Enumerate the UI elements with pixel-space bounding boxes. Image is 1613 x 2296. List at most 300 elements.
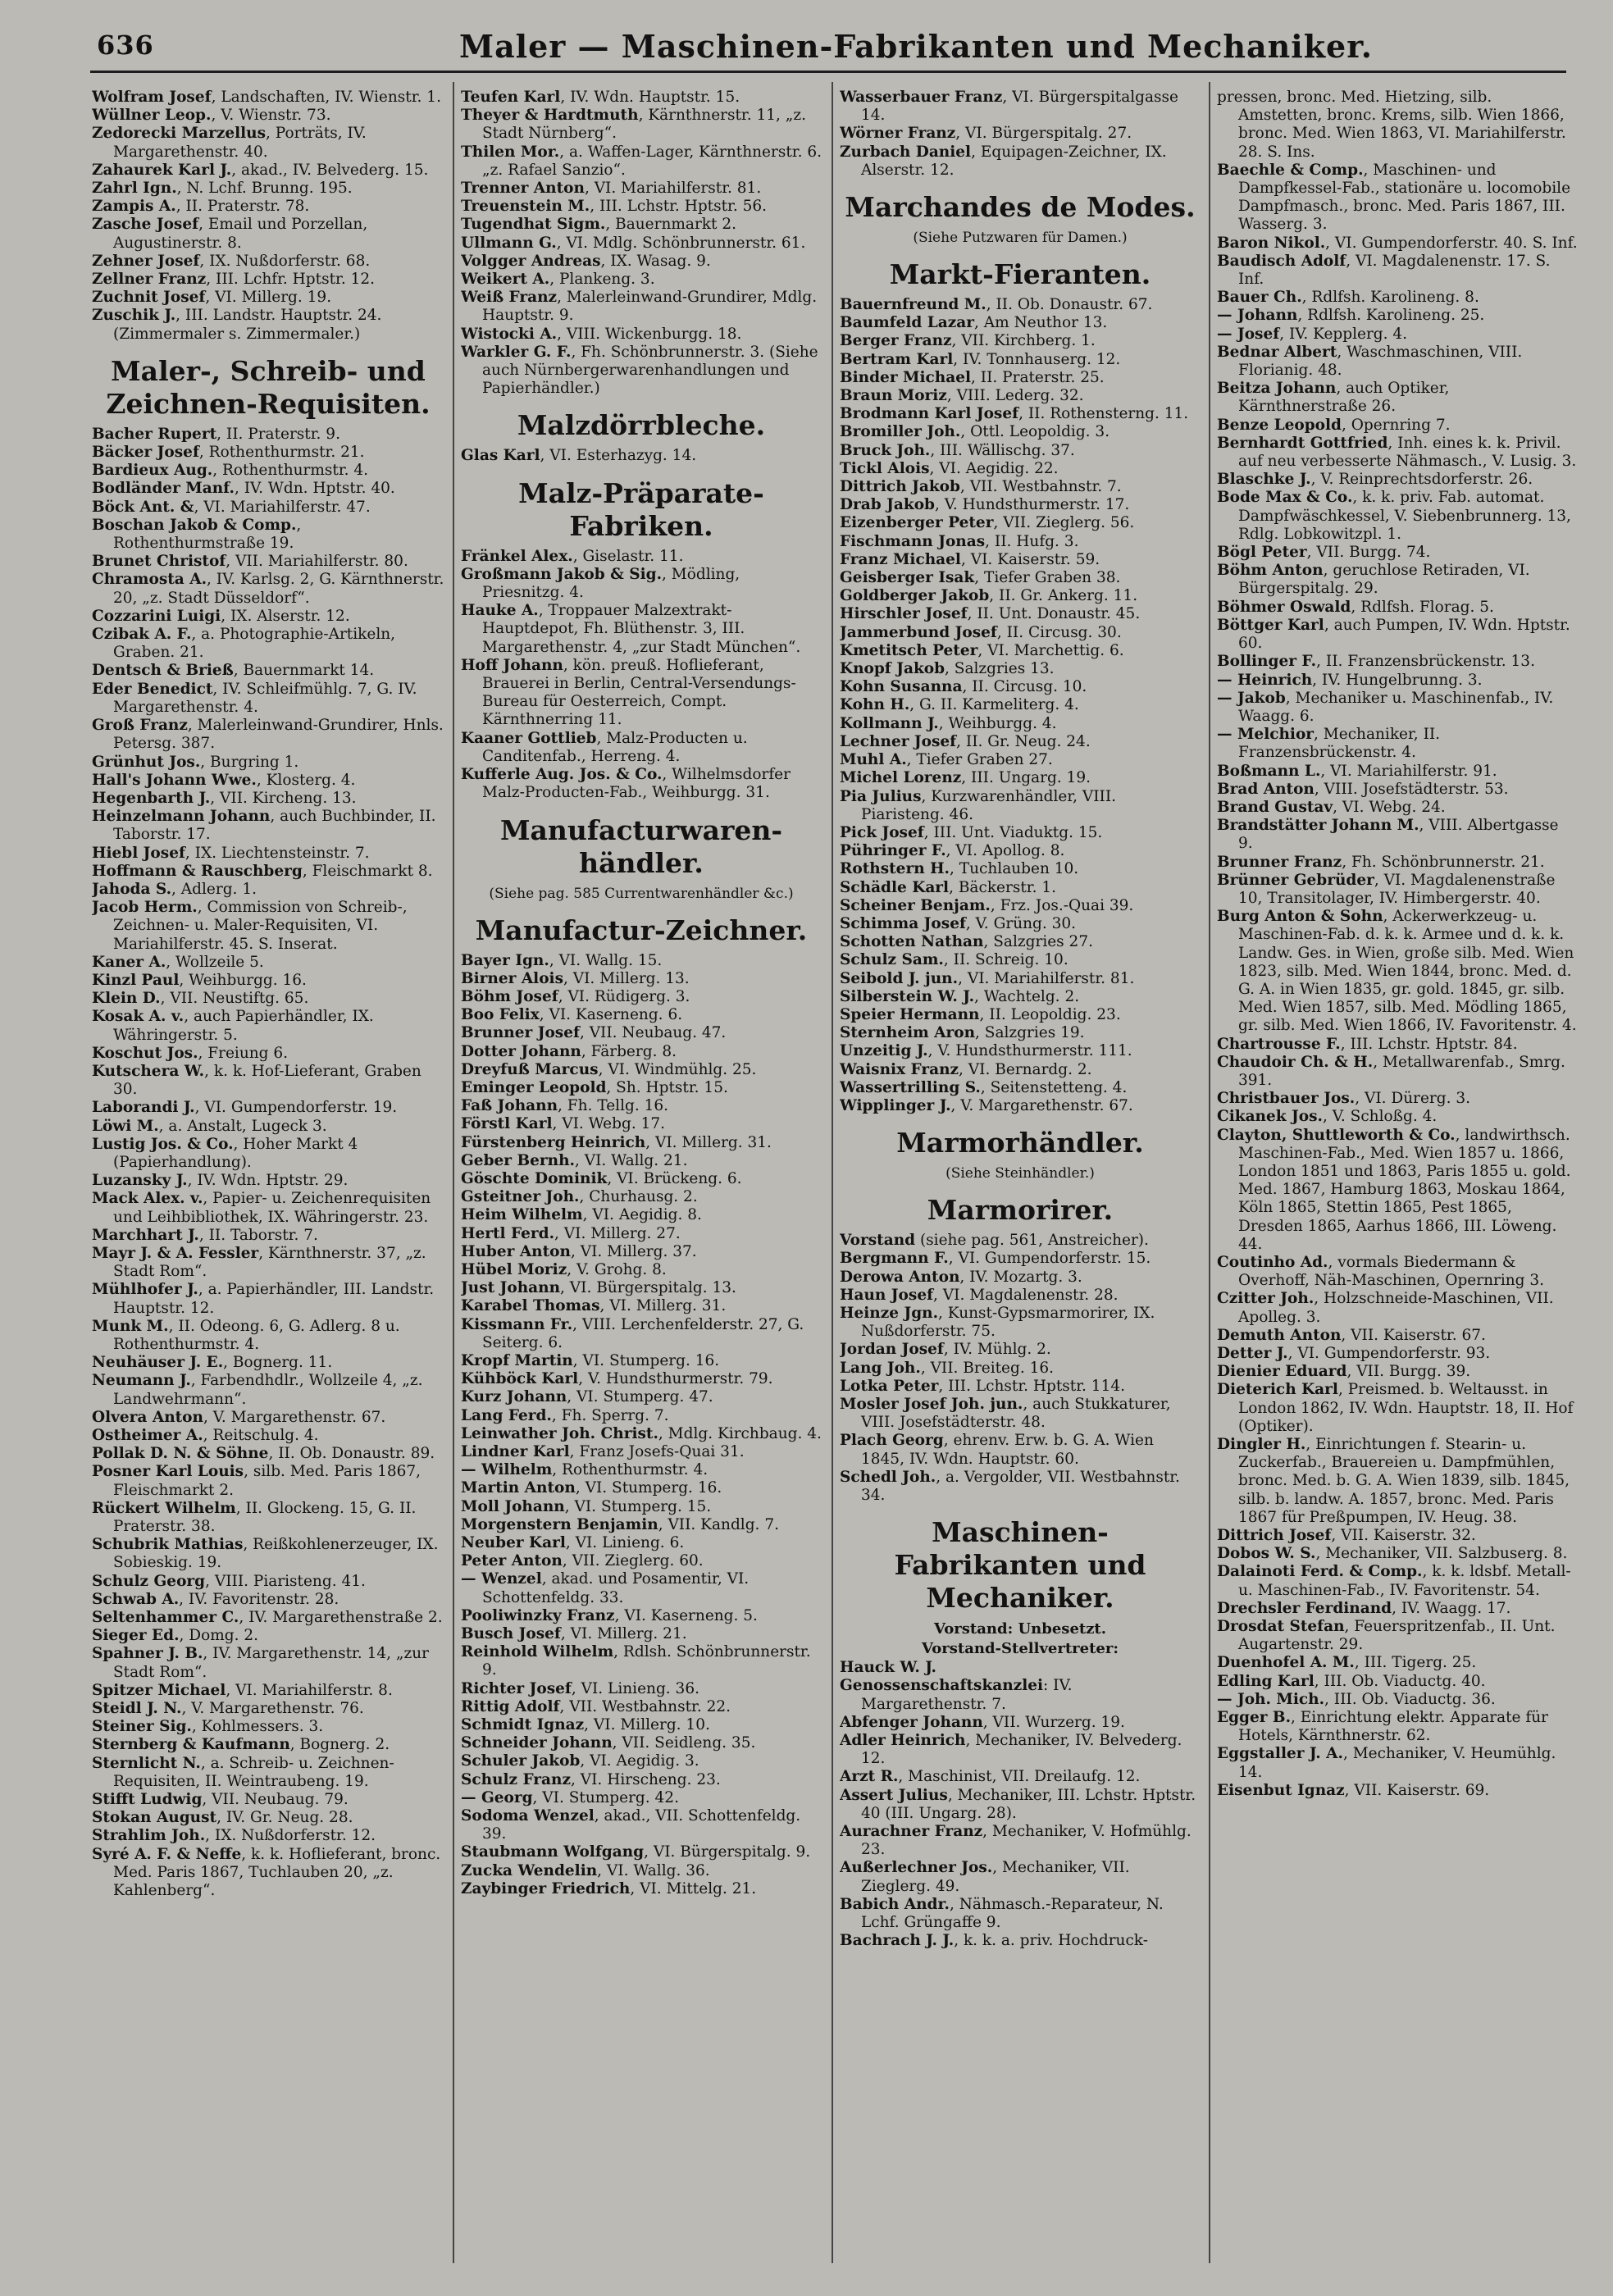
entry-text: , VI. Bürgerspitalg. 9. (644, 1843, 811, 1861)
directory-entry (92, 681, 444, 717)
entry-name: Jahoda S. (92, 880, 172, 898)
entry-text: , a. Waffen-Lager, Kärnthnerstr. 6. „z. Rafael Sanzio“. (482, 143, 822, 179)
entry-name: Bodländer Manf. (92, 480, 235, 498)
directory-entry (92, 89, 444, 107)
directory-entry (92, 1627, 444, 1645)
directory-entry (1217, 1381, 1578, 1436)
entry-name: Unzeitig J. (840, 1042, 928, 1060)
directory-entry (461, 1425, 822, 1443)
entry-text: , Preismed. b. Weltausst. in London 1862, IV. Wdn. Hauptstr. 18, II. Hof (Optiker). (1238, 1381, 1574, 1435)
entry-name: Wüllner Leop. (92, 107, 212, 125)
directory-entry (840, 1232, 1201, 1250)
entry-name: Jordan Josef (840, 1341, 944, 1359)
entry-text: , Opernring 7. (1341, 416, 1451, 434)
entry-name: Marchhart J. (92, 1226, 199, 1244)
directory-entry (461, 1498, 822, 1516)
directory-entry (1217, 162, 1578, 235)
entry-text: , silb. Med. Paris 1867, Fleischmarkt 2. (113, 1463, 421, 1499)
entry-text: , VII. Westbahnstr. 7. (959, 478, 1122, 496)
directory-entry (461, 1570, 822, 1606)
directory-entry (92, 1846, 444, 1901)
section-heading: Manufactur-Zeichner. (475, 913, 808, 946)
entry-text: , VI. Kaiserstr. 59. (960, 550, 1100, 568)
directory-entry (92, 462, 444, 480)
directory-entry (840, 824, 1201, 842)
entry-name: Schneider Johann (461, 1734, 613, 1752)
entry-text: , III. Ob. Viaductg. 36. (1324, 1690, 1496, 1708)
directory-entry (92, 790, 444, 808)
directory-entry (1217, 544, 1578, 562)
entry-name: Brand Gustav (1217, 798, 1333, 816)
entry-text: , III. Lchstr. Hptstr. 114. (938, 1377, 1126, 1395)
entry-name: Schedl Joh. (840, 1468, 936, 1486)
entry-text: , III. Landstr. Hauptstr. 24. (Zimmermaler s. Zimmermaler.) (113, 307, 382, 343)
entry-name: Lang Joh. (840, 1359, 921, 1377)
directory-entry (92, 1190, 444, 1226)
entry-text: , III. Lchfr. Hptstr. 12. (206, 271, 376, 289)
entry-name: Bruck Joh. (840, 441, 931, 459)
entry-name: Großmann Jakob & Sig. (461, 565, 663, 583)
directory-entry (92, 198, 444, 216)
entry-name: Michel Lorenz (840, 769, 962, 787)
entry-name: Hoffmann & Rauschberg (92, 862, 303, 880)
entry-name: Steiner Sig. (92, 1718, 192, 1736)
directory-entry (1217, 1545, 1578, 1563)
entry-name: Warkler G. F. (461, 343, 572, 361)
entry-name: Blaschke J. (1217, 471, 1311, 489)
entry-name: Silberstein W. J. (840, 987, 975, 1005)
section-note: (Siehe Putzwaren für Damen.) (913, 230, 1128, 247)
entry-text: , Bognerg. 2. (289, 1736, 390, 1754)
entry-text: , VII. Kircheng. 13. (210, 789, 357, 807)
directory-entry (461, 1316, 822, 1352)
directory-entry (840, 387, 1201, 405)
entry-name: Bode Max & Co. (1217, 489, 1353, 507)
entry-text: , III. Wällischg. 37. (930, 441, 1075, 459)
entry-name: Fürstenberg Heinrich (461, 1133, 646, 1151)
entry-text: , IV. Mozartg. 3. (959, 1268, 1082, 1286)
directory-entry (92, 162, 444, 180)
entry-name: Rückert Wilhelm (92, 1499, 236, 1517)
entry-name: Braun Moriz (840, 387, 947, 405)
entry-text: , IV. Kepplerg. 4. (1279, 325, 1408, 343)
directory-entry (461, 1843, 822, 1861)
directory-entry (92, 1172, 444, 1190)
entry-text: , IV. Wdn. Hptstr. 29. (187, 1172, 349, 1190)
entry-name: Tugendhat Sigm. (461, 216, 606, 234)
directory-entry (840, 587, 1201, 605)
entry-text: , vormals Biedermann & Overhoff, Näh-Maschinen, Opernring 3. (1238, 1254, 1545, 1290)
entry-name: — Wilhelm (461, 1461, 553, 1479)
entry-text: , Franz Josefs-Quai 31. (569, 1442, 745, 1460)
entry-name: Morgenstern Benjamin (461, 1515, 658, 1533)
entry-text: , VI. Bürgerspitalg. 27. (955, 125, 1132, 143)
entry-text: , auch Papierhändler, IX. Währingerstr. 5. (113, 1008, 374, 1044)
entry-name: Muhl A. (840, 751, 907, 769)
directory-entry (461, 1552, 822, 1570)
entry-text: , VI. Magdalenenstr. 28. (933, 1286, 1119, 1304)
directory-entry (840, 897, 1201, 915)
entry-text: , Bognerg. 11. (223, 1354, 333, 1372)
entry-name: Syré A. F. & Neffe (92, 1845, 242, 1863)
entry-name: Detter J. (1217, 1345, 1288, 1363)
entry-name: Böhm Josef (461, 987, 558, 1005)
entry-text: , VII. Zieglerg. 56. (993, 514, 1135, 532)
entry-text: , VIII. Lerchenfelderstr. 27, G. Seiterg. 6. (482, 1315, 804, 1351)
entry-text: , Am Neuthor 13. (974, 314, 1108, 332)
entry-name: Lotka Peter (840, 1377, 939, 1395)
entry-text: , Frz. Jos.-Quai 39. (990, 896, 1134, 914)
entry-text: , IV. Wdn. Hptstr. 40. (234, 480, 395, 498)
directory-entry (461, 602, 822, 657)
directory-entry (1217, 617, 1578, 653)
entry-name: Jacob Herm. (92, 899, 198, 917)
directory-entry (461, 1479, 822, 1497)
directory-entry (461, 1789, 822, 1807)
entry-name: Weiß Franz (461, 289, 558, 307)
directory-entry (92, 1736, 444, 1754)
entry-name: Busch Josef (461, 1625, 561, 1643)
entry-text: , III. Unt. Viaduktg. 15. (923, 823, 1103, 841)
entry-text: , V. Hundsthurmerstr. 79. (578, 1370, 773, 1388)
entry-name: — Josef (1217, 325, 1280, 343)
entry-text: , VI. Webg. 24. (1333, 798, 1446, 816)
entry-name: Baechle & Comp. (1217, 161, 1364, 179)
directory-entry (461, 344, 822, 399)
directory-entry (1217, 599, 1578, 617)
entry-name: Coutinho Ad. (1217, 1254, 1328, 1271)
entry-name: Abfenger Johann (840, 1713, 983, 1731)
entry-name: Kropf Martin (461, 1351, 573, 1369)
entry-name: Benze Leopold (1217, 416, 1342, 434)
directory-entry (840, 144, 1201, 180)
entry-text: , Wollzeile 5. (166, 953, 264, 971)
entry-text: , III. Ungarg. 19. (961, 769, 1091, 787)
directory-entry (461, 988, 822, 1006)
entry-text: , Kohlmessers. 3. (191, 1718, 324, 1736)
directory-entry (840, 715, 1201, 733)
entry-name: Scheiner Benjam. (840, 896, 991, 914)
entry-text: , VIII. Wickenburgg. 18. (557, 325, 742, 343)
entry-text: , VII. Wurzerg. 19. (982, 1713, 1125, 1731)
directory-entry (1217, 1127, 1578, 1254)
entry-text: , IX. Alserstr. 12. (221, 607, 350, 625)
directory-entry (92, 253, 444, 271)
entry-text: , Churhausg. 2. (579, 1188, 698, 1206)
section-heading: Marmorhändler. (896, 1127, 1144, 1159)
entry-text: , Bauernmarkt 14. (233, 662, 375, 680)
directory-entry (92, 1591, 444, 1609)
entry-name: Volgger Andreas (461, 252, 601, 270)
directory-entry (461, 1061, 822, 1079)
entry-name: Spahner J. B. (92, 1645, 203, 1663)
entry-name: Czitter Joh. (1217, 1290, 1315, 1308)
entry-text: , Mechaniker, V. Heumühlg. 14. (1238, 1745, 1556, 1781)
entry-name: Speier Hermann (840, 1005, 980, 1023)
entry-name: Wörner Franz (840, 125, 956, 143)
directory-entry (92, 517, 444, 553)
entry-name: Mühlhofer J. (92, 1281, 198, 1299)
entry-name: Kurz Johann (461, 1388, 567, 1406)
entry-name: Vorstand (840, 1232, 916, 1250)
entry-name: Wistocki A. (461, 325, 558, 343)
entry-text: , VI. Mariahilferstr. 91. (1320, 762, 1497, 780)
entry-text: , Einrichtung elektr. Apparate für Hotels, Kärnthnerstr. 62. (1238, 1709, 1548, 1745)
entry-text: , Holzschneide-Maschinen, VII. Apolleg. 3. (1238, 1290, 1554, 1326)
entry-text: , IX. Nußdorferstr. 12. (205, 1827, 376, 1845)
directory-entry (840, 1823, 1201, 1859)
directory-entry (840, 296, 1201, 314)
entry-text: , VI. Millerg. 31. (599, 1297, 727, 1315)
directory-entry (92, 1372, 444, 1408)
entry-text: , auch Stukkaturer, VIII. Josefstädterstr. 48. (861, 1395, 1171, 1432)
entry-name: Christbauer Jos. (1217, 1090, 1356, 1108)
entry-name: Drab Jakob (840, 496, 935, 514)
entry-text: , VII. Neubaug. 79. (202, 1791, 349, 1809)
directory-entry (92, 1318, 444, 1354)
directory-entry (461, 1206, 822, 1224)
entry-text: , a. Photographie-Artikeln, Graben. 21. (113, 626, 396, 662)
directory-entry (1217, 1363, 1578, 1381)
entry-name: Peter Anton (461, 1552, 563, 1570)
entry-text: , II. Gr. Neug. 24. (956, 732, 1091, 750)
entry-text: , Email und Porzellan, Augustinerstr. 8. (113, 216, 368, 252)
entry-name: Ullmann G. (461, 234, 557, 252)
entry-name: Assert Julius (840, 1786, 948, 1804)
entry-text: , auch Pumpen, IV. Wdn. Hptstr. 60. (1238, 616, 1570, 653)
entry-text: , Färberg. 8. (581, 1042, 677, 1060)
entry-name: Hirschler Josef (840, 605, 968, 623)
directory-entry (1217, 1254, 1578, 1290)
entry-text: , auch Buchbinder, II. Taborstr. 17. (113, 808, 436, 844)
entry-name: Pia Julius (840, 787, 922, 805)
entry-name: Schmidt Ignaz (461, 1716, 585, 1734)
directory-entry (1217, 471, 1578, 489)
entry-name: Chartrousse F. (1217, 1035, 1341, 1053)
entry-name: Kohn H. (840, 696, 910, 714)
directory-entry (461, 1297, 822, 1315)
entry-text: , Rothenthurmstr. 4. (552, 1461, 709, 1479)
directory-entry (461, 326, 822, 344)
entry-name: Eizenberger Peter (840, 514, 994, 532)
entry-name: Heinzelmann Johann (92, 808, 271, 826)
entry-text: , II. Glockeng. 15, G. II. Praterstr. 38. (113, 1499, 417, 1536)
entry-text: , III. Tigerg. 25. (1354, 1654, 1477, 1672)
directory-entry (461, 1261, 822, 1279)
entry-name: Beitza Johann (1217, 380, 1337, 398)
entry-name: Drechsler Ferdinand (1217, 1599, 1392, 1617)
entry-text: , VI. Millerg. 21. (560, 1625, 687, 1643)
entry-text: , akad., VII. Schottenfeldg. 39. (482, 1807, 801, 1843)
directory-entry (840, 1360, 1201, 1378)
entry-text: , II. Gr. Ankerg. 11. (989, 587, 1138, 605)
entry-text: , VI. Millerg. 37. (570, 1242, 697, 1260)
entry-name: Olvera Anton (92, 1408, 203, 1426)
entry-text: , Inh. eines k. k. Privil. auf neu verbesserte Nähmasch., V. Lusig. 3. (1238, 434, 1577, 471)
directory-entry (461, 1024, 822, 1042)
directory-entry (840, 551, 1201, 569)
entry-text: , III. Lchstr. Hptstr. 56. (590, 198, 768, 216)
directory-entry (840, 624, 1201, 642)
entry-name: Schulz Franz (461, 1770, 571, 1788)
entry-name: Hübel Moriz (461, 1260, 567, 1278)
entry-text: , VII. Breiteg. 16. (920, 1359, 1055, 1377)
directory-entry (92, 499, 444, 517)
entry-name: Pick Josef (840, 823, 924, 841)
entry-name: Gsteitner Joh. (461, 1188, 580, 1206)
section-heading: Malz-Präparate-Fabriken. (518, 476, 764, 542)
entry-text: , landwirthsch. Maschinen-Fab., Med. Wien 1857 u. 1866, London 1851 und 1863, Paris 1855 u. gold. Med. 1867, Hamburg 1863, Moskau 1864, Köln 1865, Stettin 1865, Pest 1865, Dresden 1865, Aarhus 1866, III. Löweng. 44. (1238, 1126, 1571, 1253)
entry-text: , VI. Linieng. 6. (565, 1534, 685, 1551)
directory-entry (1217, 1290, 1578, 1326)
entry-name: Kollmann J. (840, 714, 939, 732)
entry-text: , k. k. priv. Fab. automat. Dampfwäschkessel, V. Siebenbrunnerg. 13, Rdlg. Lobkowitzpl. 1. (1238, 489, 1571, 543)
entry-text: , akad., IV. Belvederg. 15. (231, 161, 429, 179)
entry-name: Brad Anton (1217, 780, 1315, 798)
entry-name: Sternberg & Kaufmann (92, 1736, 290, 1754)
entry-name: Kissmann Fr. (461, 1315, 573, 1333)
section-heading: Markt-Fieranten. (889, 258, 1151, 291)
entry-name: Zellner Franz (92, 271, 207, 289)
entry-name: Förstl Karl (461, 1115, 553, 1133)
directory-entry (92, 480, 444, 498)
entry-name: Boßmann L. (1217, 762, 1321, 780)
entry-text: , IV. Hungelbrunng. 3. (1312, 671, 1483, 689)
entry-name: Hauck W. J. (840, 1659, 936, 1677)
entry-name: Dittrich Josef (1217, 1527, 1332, 1545)
entry-name: Bauernfreund M. (840, 296, 986, 314)
entry-name: Zuchnit Josef (92, 289, 206, 307)
entry-text: , VI. Gumpendorferstr. 93. (1287, 1345, 1491, 1363)
entry-name: Kosak A. v. (92, 1008, 185, 1026)
directory-entry (840, 1061, 1201, 1079)
directory-entry (92, 899, 444, 954)
entry-text: , VI. Marchettig. 6. (977, 641, 1124, 659)
entry-text: , VI. Stumperg. 16. (575, 1479, 722, 1497)
entry-text: , VI. Mittelg. 21. (630, 1879, 757, 1897)
entry-name: Rittig Adolf (461, 1697, 560, 1715)
entry-name: Dingler H. (1217, 1436, 1306, 1454)
directory-entry (840, 1269, 1201, 1287)
directory-entry (92, 1245, 444, 1281)
entry-text: , Mechaniker, III. Lchstr. Hptstr. 40 (III. Ungarg. 28). (861, 1786, 1196, 1822)
entry-text: , Plankeng. 3. (549, 271, 655, 289)
entry-text: , VII. Mariahilferstr. 80. (226, 553, 408, 571)
entry-text: , Mechaniker, II. Franzensbrückenstr. 4. (1238, 726, 1441, 762)
directory-entry (840, 514, 1201, 532)
entry-text: , VI. Webg. 17. (552, 1115, 665, 1133)
entry-text: , Sh. Hptstr. 15. (606, 1078, 728, 1096)
directory-entry (1217, 1563, 1578, 1599)
directory-entry (461, 89, 822, 107)
entry-text: , II. Franzensbrückenstr. 13. (1316, 653, 1535, 671)
entry-text: , VIII. Josefstädterstr. 53. (1314, 780, 1509, 798)
directory-entry (1217, 672, 1578, 690)
directory-entry (92, 125, 444, 161)
entry-name: Martin Anton (461, 1479, 576, 1497)
entry-text: , Ottl. Leopoldig. 3. (960, 423, 1110, 441)
entry-name: Zahaurek Karl J. (92, 161, 232, 179)
directory-entry (92, 881, 444, 899)
entry-name: Brunner Josef (461, 1024, 580, 1042)
entry-name: Bögl Peter (1217, 544, 1307, 562)
entry-name: Reinhold Wilhelm (461, 1643, 614, 1661)
entry-name: Neumann J. (92, 1372, 191, 1390)
entry-text: , IV. Margarethenstraße 2. (239, 1609, 443, 1627)
page-number: 636 (97, 30, 154, 61)
entry-text: , Mechaniker, VII. Salzbuserg. 8. (1315, 1545, 1568, 1563)
directory-entry (92, 1427, 444, 1445)
column-3 (840, 89, 1201, 2247)
entry-name: Zasche Josef (92, 216, 199, 234)
entry-name: — Joh. Mich. (1217, 1690, 1325, 1708)
entry-name: Karabel Thomas (461, 1297, 600, 1315)
directory-entry (1217, 781, 1578, 799)
entry-text: , VI. Gumpendorferstr. 15. (948, 1250, 1151, 1268)
entry-text: , II. Circusg. 10. (962, 678, 1087, 696)
directory-entry (92, 1281, 444, 1317)
entry-text: , IV. Mühlg. 2. (943, 1341, 1051, 1359)
directory-entry (461, 1188, 822, 1206)
directory-entry (461, 566, 822, 602)
entry-name: Brandstätter Johann M. (1217, 817, 1419, 835)
directory-entry (461, 1625, 822, 1643)
entry-name: Binder Michael (840, 368, 972, 386)
directory-entry (92, 1645, 444, 1681)
directory-entry (461, 1225, 822, 1243)
directory-entry (1217, 435, 1578, 471)
entry-name: Cozzarini Luigi (92, 607, 221, 625)
entry-text: , IV. Tonnhauserg. 12. (953, 350, 1121, 368)
entry-name: Bednar Albert (1217, 343, 1337, 361)
entry-text: , VI. Stumperg. 47. (567, 1388, 713, 1406)
directory-entry (1217, 1436, 1578, 1527)
directory-entry (1217, 417, 1578, 435)
entry-text: , VI. Bürgerspitalgasse 14. (861, 89, 1178, 125)
directory-entry (840, 915, 1201, 933)
directory-entry (461, 1407, 822, 1425)
entry-text: , Bäckerstr. 1. (949, 878, 1056, 896)
entry-text: , kön. preuß. Hoflieferant, Brauerei in Berlin, Central-Versendungs-Bureau für Oesterreich, Compt. Kärnthnerring 11. (482, 656, 796, 729)
entry-text: , IV. Margarethenstr. 14, „zur Stadt Rom“. (113, 1645, 429, 1681)
entry-text: , V. Reinprechtsdorferstr. 26. (1310, 471, 1533, 489)
directory-entry (461, 1771, 822, 1789)
entry-text: , Malz-Producten u. Canditenfab., Herreng. 4. (482, 729, 748, 765)
entry-text: , Papier- u. Zeichenrequisiten und Leihbibliothek, IX. Währingerstr. 23. (113, 1190, 431, 1226)
directory-entry (1217, 1691, 1578, 1709)
entry-name: Spitzer Michael (92, 1681, 226, 1699)
entry-name: Duenhofel A. M. (1217, 1654, 1355, 1672)
directory-entry (92, 954, 444, 972)
entry-name: Baron Nikol. (1217, 234, 1326, 252)
entry-name: Hertl Ferd. (461, 1224, 555, 1242)
entry-name: Löwi M. (92, 1117, 159, 1135)
directory-entry (92, 1063, 444, 1099)
entry-text: , Kärnthnerstr. 11, „z. Stadt Nürnberg“. (482, 107, 807, 143)
entry-text: , Malerleinwand-Grundirer, Mdlg. Hauptstr. 9. (482, 289, 818, 325)
directory-entry (461, 1716, 822, 1734)
directory-entry (840, 351, 1201, 369)
entry-name: Franz Michael (840, 550, 961, 568)
entry-name: Böttger Karl (1217, 616, 1324, 634)
entry-text: , VI. Aegidig. 3. (580, 1752, 699, 1770)
entry-name: Neuhäuser J. E. (92, 1354, 224, 1372)
entry-text: , Farbendhdlr., Wollzeile 4, „z. Landwehrmann“. (113, 1372, 423, 1408)
entry-name: Hiebl Josef (92, 844, 185, 862)
entry-text: , VI. Aegidig. 8. (582, 1206, 702, 1224)
entry-name: Czibak A. F. (92, 626, 192, 644)
entry-text: , VI. Magdalenenstr. 17. S. Inf. (1238, 252, 1551, 289)
